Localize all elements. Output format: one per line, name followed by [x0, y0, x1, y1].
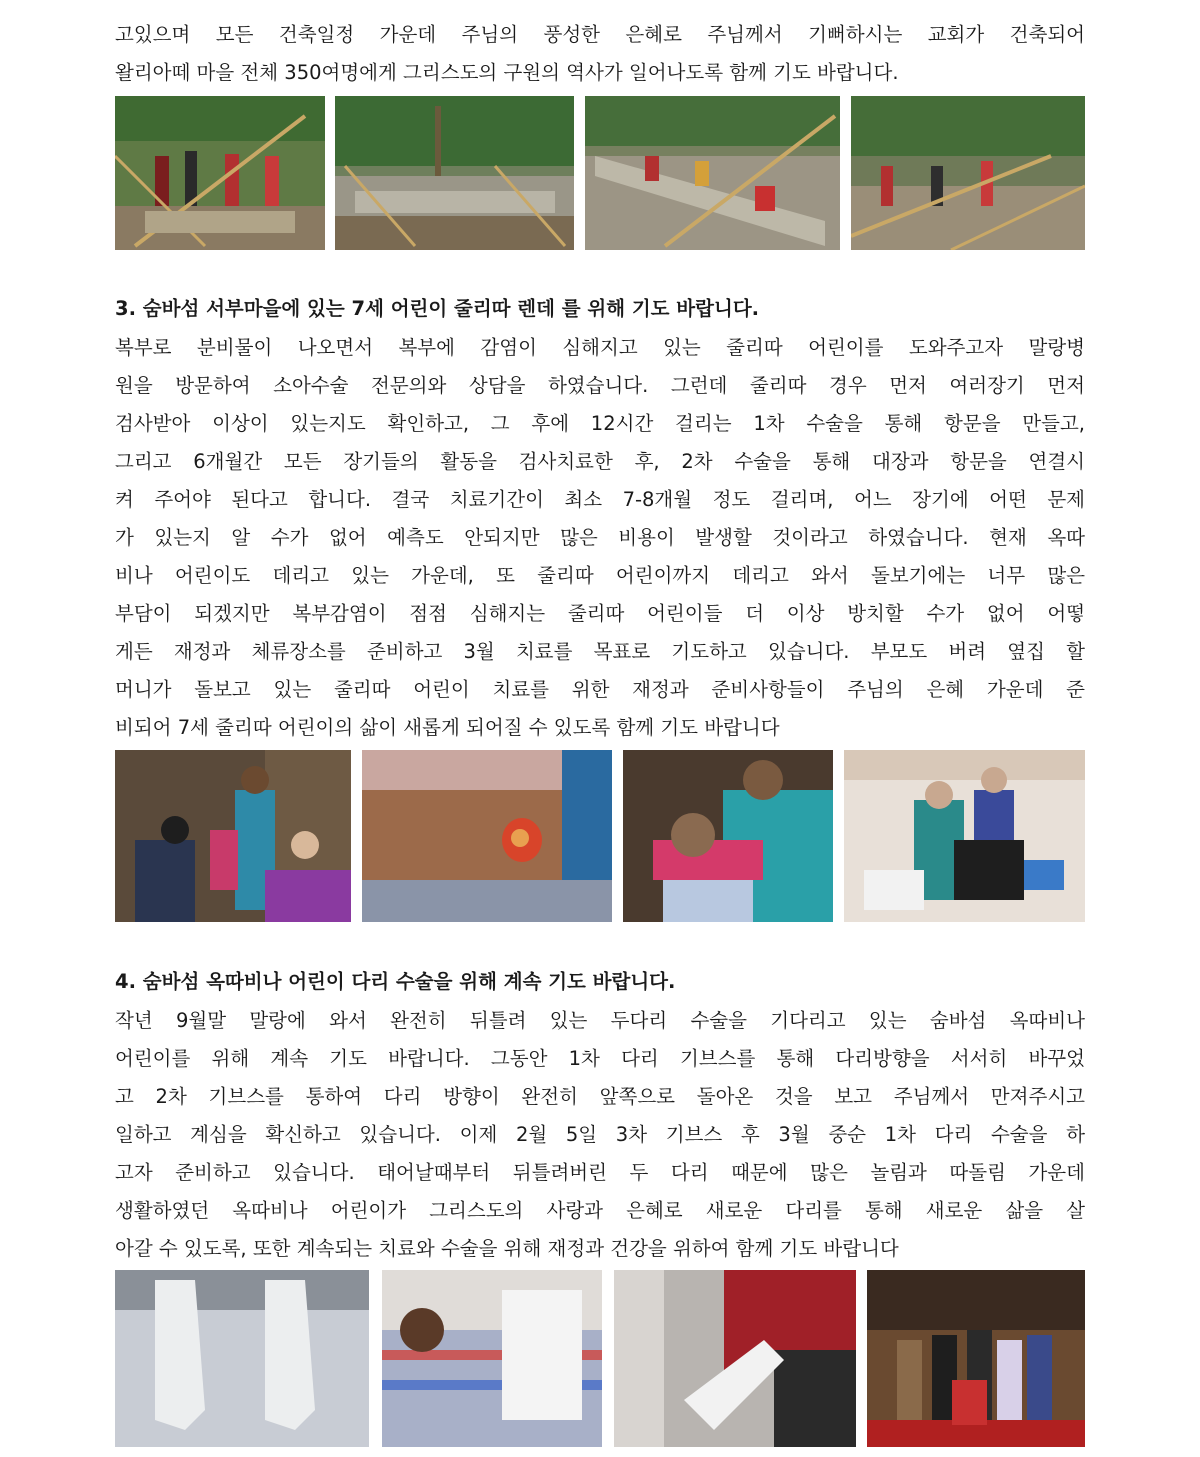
octavina-photo-row	[115, 1270, 1085, 1447]
text-line: 작년 9월말 말랑에 와서 완전히 뒤틀려 있는 두다리 수술을 기다리고 있는 숨바섬 옥따비나	[115, 1009, 1085, 1032]
construction-photo-4	[851, 96, 1085, 250]
text-line: 복부로 분비물이 나오면서 복부에 감염이 심해지고 있는 줄리따 어린이를 도와주고자 말랑병	[115, 336, 1085, 359]
section-3-heading: 3. 숨바섬 서부마을에 있는 7세 어린이 줄리따 렌데 를 위해 기도 바랍니다.	[115, 297, 760, 320]
julita-photo-row	[115, 750, 1085, 922]
intro-paragraph	[115, 16, 1085, 92]
text-line: 고있으며 모든 건축일정 가운데 주님의 풍성한 은혜로 주님께서 기뻐하시는 교회가 건축되어	[115, 23, 1085, 46]
text-line: 비되어 7세 줄리따 어린이의 삶이 새롭게 되어질 수 있도록 함께 기도 바랍니다	[115, 716, 780, 739]
text-line: 부담이 되겠지만 복부감염이 점점 심해지는 줄리따 어린이들 더 이상 방치할 수가 없어 어떻	[115, 602, 1085, 625]
julita-photo-3	[623, 750, 833, 922]
text-line: 그리고 6개월간 모든 장기들의 활동을 검사치료한 후, 2차 수술을 통해 대장과 항문을 연결시	[115, 450, 1085, 473]
text-line: 원을 방문하여 소아수술 전문의와 상담을 하였습니다. 그런데 줄리따 경우 먼저 여러장기 먼저	[115, 374, 1085, 397]
construction-photo-1	[115, 96, 325, 250]
construction-photo-row	[115, 96, 1085, 250]
text-line: 게든 재정과 체류장소를 준비하고 3월 치료를 목표로 기도하고 있습니다. 부모도 버려 옆집 할	[115, 640, 1085, 663]
text-line: 비나 어린이도 데리고 있는 가운데, 또 줄리따 어린이까지 데리고 와서 돌보기에는 너무 많은	[115, 564, 1085, 587]
text-line: 일하고 계심을 확신하고 있습니다. 이제 2월 5일 3차 기브스 후 3월 중순 1차 다리 수술을 하	[115, 1123, 1085, 1146]
text-line: 켜 주어야 된다고 합니다. 결국 치료기간이 최소 7-8개월 정도 걸리며, 어느 장기에 어떤 문제	[115, 488, 1085, 511]
text-line: 고자 준비하고 있습니다. 태어날때부터 뒤틀려버린 두 다리 때문에 많은 놀림과 따돌림 가운데	[115, 1161, 1085, 1184]
section-4-heading: 4. 숨바섬 옥따비나 어린이 다리 수술을 위해 계속 기도 바랍니다.	[115, 970, 676, 993]
julita-photo-2	[362, 750, 612, 922]
section-4-paragraph	[115, 1002, 1085, 1268]
text-line: 가 있는지 알 수가 없어 예측도 안되지만 많은 비용이 발생할 것이라고 하였습니다. 현재 옥따	[115, 526, 1085, 549]
text-line: 아갈 수 있도록, 또한 계속되는 치료와 수술을 위해 재정과 건강을 위하여 함께 기도 바랍니다	[115, 1237, 899, 1260]
construction-photo-2	[335, 96, 574, 250]
octavina-photo-4	[867, 1270, 1085, 1447]
text-line: 어린이를 위해 계속 기도 바랍니다. 그동안 1차 다리 기브스를 통해 다리방향을 서서히 바꾸었	[115, 1047, 1085, 1070]
text-line: 검사받아 이상이 있는지도 확인하고, 그 후에 12시간 걸리는 1차 수술을 통해 항문을 만들고,	[115, 412, 1085, 435]
text-line: 고 2차 기브스를 통하여 다리 방향이 완전히 앞쪽으로 돌아온 것을 보고 주님께서 만져주시고	[115, 1085, 1085, 1108]
text-line: 왈리아떼 마을 전체 350여명에게 그리스도의 구원의 역사가 일어나도록 함께 기도 바랍니다.	[115, 61, 899, 84]
julita-photo-1	[115, 750, 351, 922]
text-line: 생활하였던 옥따비나 어린이가 그리스도의 사랑과 은혜로 새로운 다리를 통해 새로운 삶을 살	[115, 1199, 1085, 1222]
section-3-paragraph	[115, 329, 1085, 747]
octavina-photo-3	[614, 1270, 856, 1447]
text-line: 머니가 돌보고 있는 줄리따 어린이 치료를 위한 재정과 준비사항들이 주님의 은혜 가운데 준	[115, 678, 1085, 701]
julita-photo-4	[844, 750, 1085, 922]
construction-photo-3	[585, 96, 840, 250]
octavina-photo-2	[382, 1270, 602, 1447]
octavina-photo-1	[115, 1270, 369, 1447]
